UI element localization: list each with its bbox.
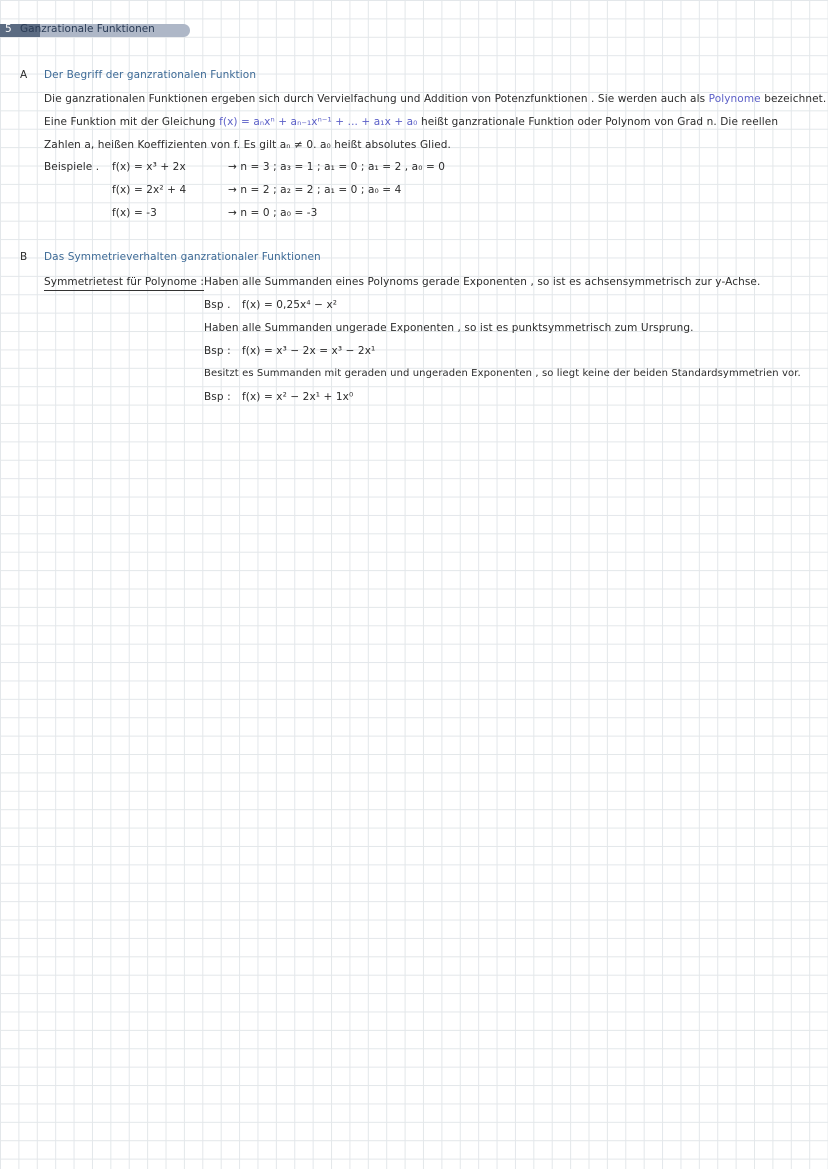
rule-odd-exponents: Haben alle Summanden ungerade Exponenten , so ist es punktsymmetrisch zum Ursprung.: [204, 322, 694, 334]
section-a-line-2: [44, 115, 778, 129]
polynome-term: Polynome: [708, 93, 761, 105]
example-3-label: Bsp :: [204, 391, 231, 403]
section-b-letter: B: [20, 251, 28, 263]
example-3-function: f(x) = -3: [112, 207, 157, 219]
example-1-function: f(x) = x³ + 2x: [112, 161, 186, 173]
example-2-function: f(x) = 2x² + 4: [112, 184, 187, 196]
section-b-heading: Das Symmetrieverhalten ganzrationaler Funktionen: [44, 251, 321, 263]
example-2-label: Bsp :: [204, 345, 231, 357]
rule-mixed-exponents: Besitzt es Summanden mit geraden und ungeraden Exponenten , so liegt keine der beiden Standardsymmetrien vor.: [204, 368, 801, 379]
example-2-coefficients: → n = 2 ; a₂ = 2 ; a₁ = 0 ; a₀ = 4: [228, 184, 402, 196]
example-1-label: Bsp .: [204, 299, 231, 311]
line1-text: Die ganzrationalen Funktionen ergeben sich durch Vervielfachung und Addition von Potenzfunktionen . Sie werden auch als: [44, 93, 706, 105]
example-3-coefficients: → n = 0 ; a₀ = -3: [228, 207, 318, 219]
example-1-formula: f(x) = 0,25x⁴ − x²: [242, 299, 338, 311]
chapter-title: Ganzrationale Funktionen: [20, 23, 155, 35]
symmetry-test-label: Symmetrietest für Polynome :: [44, 275, 204, 291]
example-3-formula: f(x) = x² − 2x¹ + 1x⁰: [242, 391, 354, 403]
example-1-coefficients: → n = 3 ; a₃ = 1 ; a₁ = 0 ; a₁ = 2 , a₀ = 0: [228, 161, 446, 173]
section-a-heading: Der Begriff der ganzrationalen Funktion: [44, 69, 257, 81]
examples-label: Beispiele .: [44, 161, 100, 173]
example-2-formula: f(x) = x³ − 2x = x³ − 2x¹: [242, 345, 376, 357]
section-a-line-3: Zahlen a, heißen Koeffizienten von f. Es gilt aₙ ≠ 0. a₀ heißt absolutes Glied.: [44, 139, 451, 151]
section-a-letter: A: [20, 69, 28, 81]
line1-end: bezeichnet.: [764, 93, 827, 105]
line2-end: heißt ganzrationale Funktion oder Polynom von Grad n. Die reellen: [420, 116, 779, 128]
section-a-line-1: [44, 92, 826, 106]
polynomial-formula: f(x) = aₙxⁿ + aₙ₋₁xⁿ⁻¹ + ... + a₁x + a₀: [219, 116, 418, 128]
rule-even-exponents: Haben alle Summanden eines Polynoms gerade Exponenten , so ist es achsensymmetrisch zur y-Achse.: [204, 276, 761, 288]
line2-text: Eine Funktion mit der Gleichung: [44, 116, 216, 128]
chapter-number: 5: [5, 23, 12, 35]
